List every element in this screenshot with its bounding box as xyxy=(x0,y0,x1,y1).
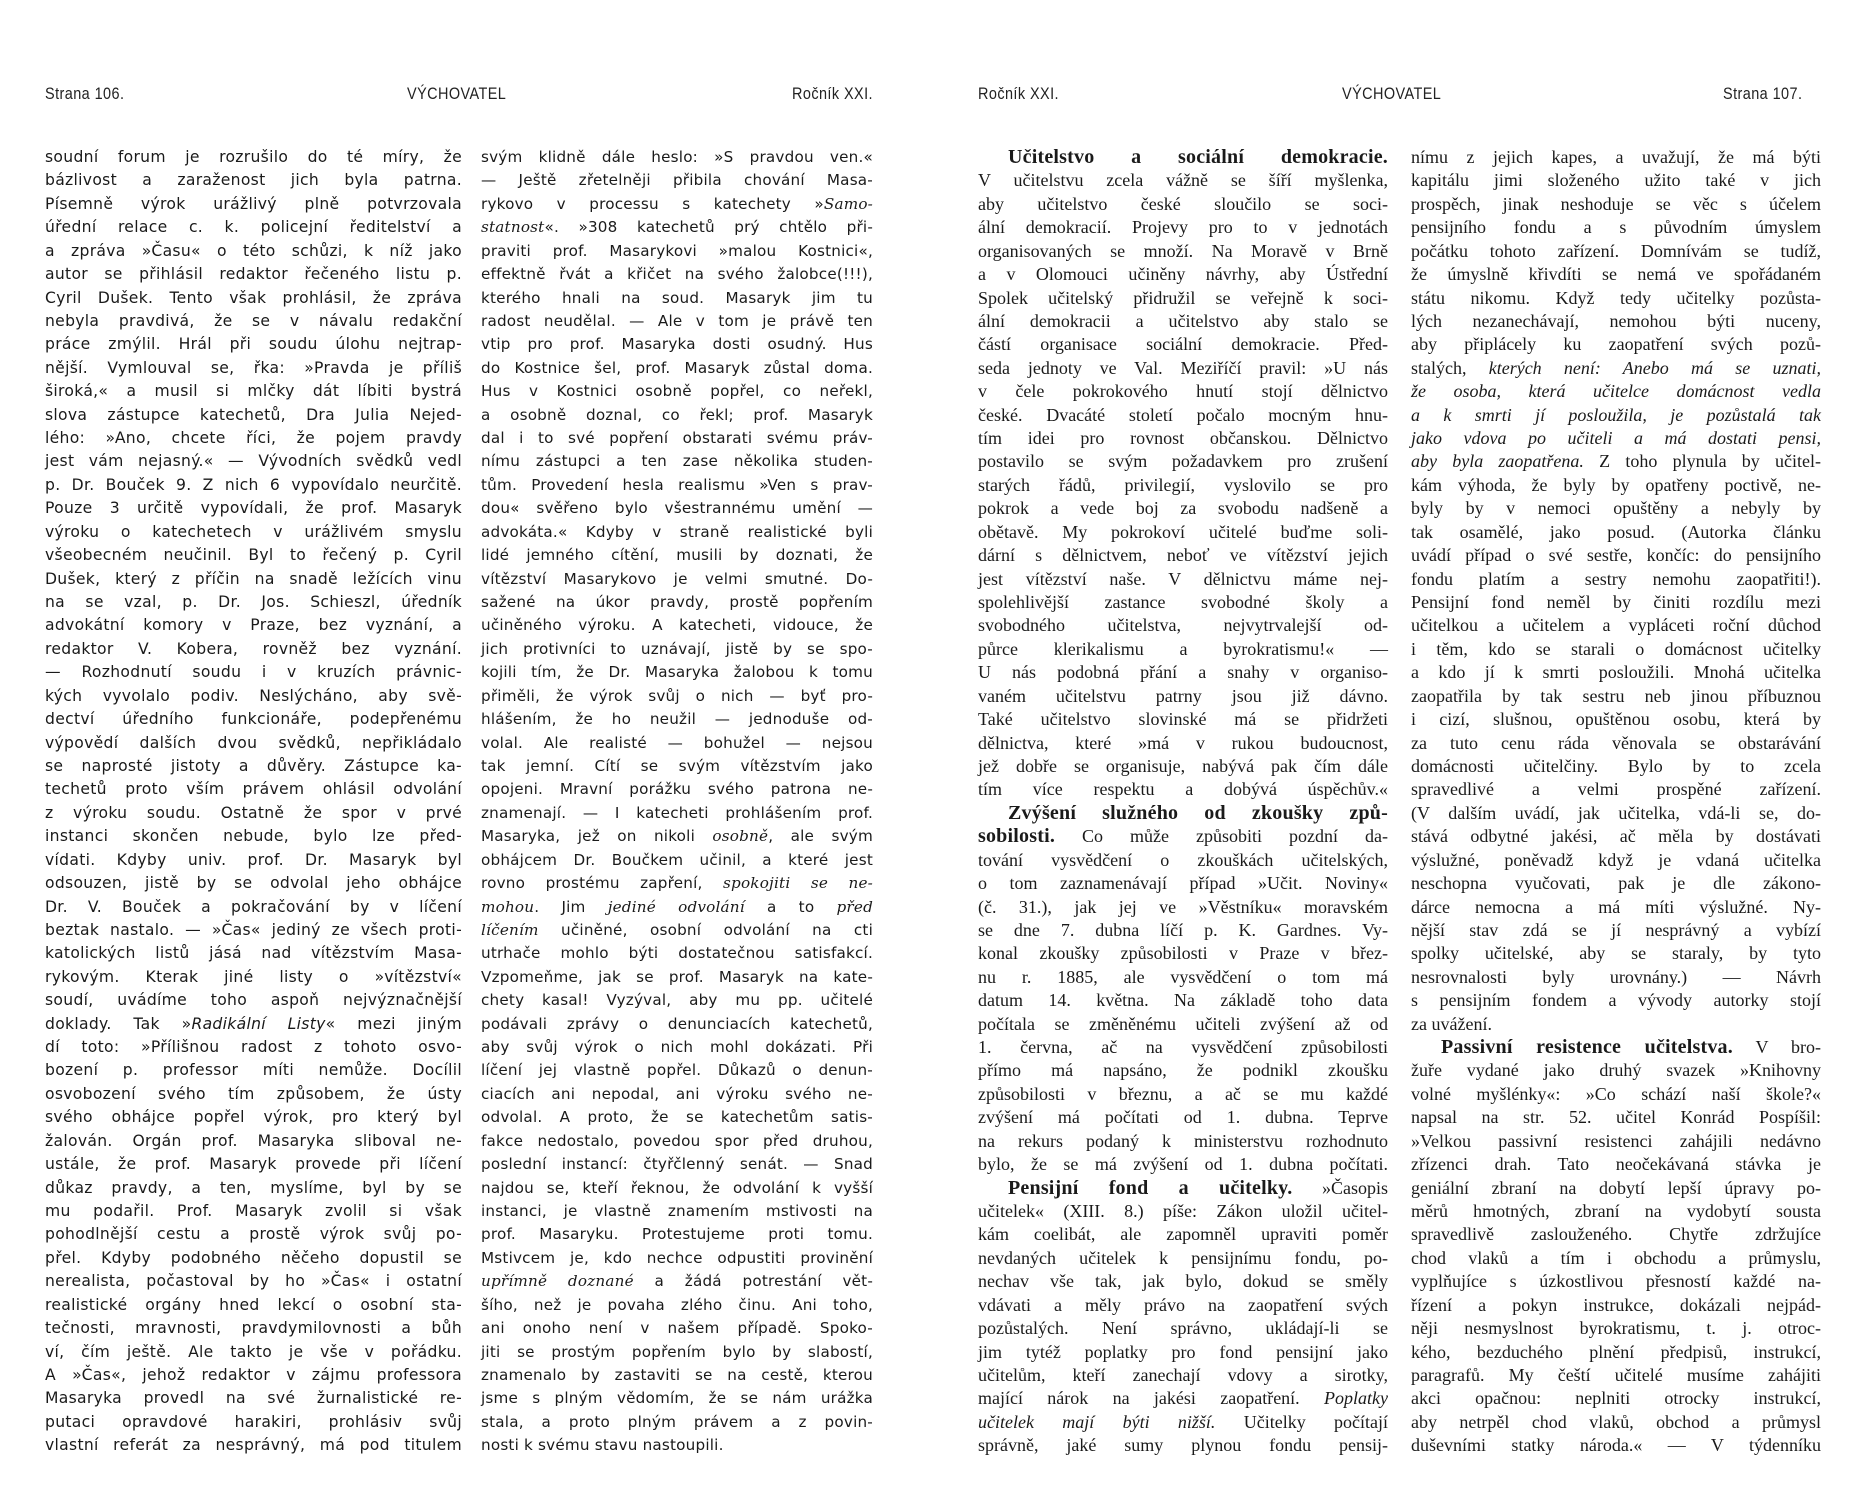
text-line xyxy=(978,1177,1388,1200)
text-line: něji nesmyslnost byrokratismu, t. j. otroc- xyxy=(1411,1318,1821,1339)
text-line: 1. června, ač na vysvědčení způsobilosti xyxy=(978,1037,1388,1058)
text-line: prospěch, jinak neshoduje se věc s účelem xyxy=(1411,193,1821,214)
emphasized-text: a k smrti jí posloužila, je pozůstalá tak xyxy=(1411,404,1821,425)
text-line: v čele pokrokového hnutí stojí dělnictvo xyxy=(978,381,1388,402)
text-line: správně, jaké sumy plynou fondu pensij- xyxy=(978,1435,1388,1456)
text-line: i cizí, slušnou, opuštěnou osobu, která by xyxy=(1411,709,1821,730)
text-line: soudní forum je rozrušilo do té míry, že xyxy=(45,148,462,166)
text-line: geniální zbraní na dobytí lepší úpravy po- xyxy=(1411,1177,1821,1198)
text-line: osvobození svého tím způsobem, že ústy xyxy=(45,1084,462,1103)
text-line: Cyril Dušek. Tento však prohlásil, že zpráva xyxy=(45,288,462,307)
text-line: nímu zástupci a ten zase několika studen- xyxy=(481,452,873,471)
text-line: instanci skončen nebude, bylo lze před- xyxy=(45,827,462,846)
text-line: s pensijním fondem a vývody autorky stojí xyxy=(1411,990,1821,1011)
text-line: seda jednoty ve Val. Meziříčí pravil: »U nás xyxy=(978,357,1388,378)
text-line xyxy=(481,896,873,919)
text-run: rovno prostému zapření, xyxy=(481,874,724,893)
text-run: Z toho plynula by učitel- xyxy=(1583,451,1821,472)
text-line xyxy=(481,1434,873,1457)
text-line xyxy=(1411,450,1821,473)
text-line: a v Olomouci učiněny návrhy, aby Ústřední xyxy=(978,264,1388,285)
text-line xyxy=(481,825,873,848)
text-line xyxy=(978,1387,1388,1410)
text-line: obětavě. My pokrokoví učitelé buďme soli- xyxy=(978,521,1388,542)
text-line: zvýšení má počítati od 1. dubna. Teprve xyxy=(978,1107,1388,1128)
text-run: mající nárok na jakési zaopatření. xyxy=(978,1388,1325,1409)
left-page-column-1 xyxy=(45,146,462,1458)
text-line: kojili tím, že Dr. Masaryka žalobou k tomu xyxy=(481,663,873,682)
text-line xyxy=(978,146,1388,169)
text-line: stala, a proto plným právem a z povin- xyxy=(481,1412,873,1431)
text-line: postavilo se svým požadavkem pro zrušení xyxy=(978,451,1388,472)
emphasized-text: Radikální Listy xyxy=(191,1014,326,1033)
text-line: kého, bezduchého plnění předpisů, instrukcí, xyxy=(1411,1341,1821,1362)
right-volume: Ročník XXI. xyxy=(978,84,1059,103)
text-run: doklady. Tak » xyxy=(45,1014,192,1033)
text-run: . Jim xyxy=(534,897,608,916)
emphasized-text: líčením xyxy=(481,920,539,939)
text-line: jest vám nejasný.« — Vývodních svědků vedl xyxy=(45,452,462,471)
text-line: effektně řvát a křičet na svého žalobce(!!!), xyxy=(481,265,873,284)
text-line: Hus v Kostnici osobně popřel, co neřekl, xyxy=(481,382,873,401)
text-line: techetů proto vším právem ohlásil odvolání xyxy=(45,780,462,799)
text-line: volné myšlénky«: »Co schází naší škole?« xyxy=(1411,1083,1821,1104)
text-line: práce zmýlil. Hrál při soudu úlohu nejtrap- xyxy=(45,335,462,354)
emphasized-text: kterých není: Anebo má se uznati, xyxy=(1488,357,1821,378)
text-line: beztak nastalo. — »Čas« jediný ze všech proti- xyxy=(45,920,462,939)
text-run: « mezi jiným xyxy=(325,1014,463,1033)
text-line: lého: »Ano, chcete říci, že pojem pravdy xyxy=(45,429,462,448)
text-run: Co může způsobiti pozdní da- xyxy=(1055,826,1388,847)
right-page-column-2 xyxy=(1411,146,1821,1458)
text-line: líčení jej vlastně popřel. Důkazů o denun- xyxy=(481,1061,873,1080)
text-run: stalých, xyxy=(1411,357,1489,378)
text-line: i těm, kdo se starali o domácnost učitelky xyxy=(1411,638,1821,659)
text-line: akci opačnou: neplniti otrocky instrukcí, xyxy=(1411,1388,1821,1409)
text-line: nevdaných učitelek k pensijnímu fondu, po- xyxy=(978,1247,1388,1268)
text-line: kám výhoda, že byly by opatřeny poctivě, ne- xyxy=(1411,474,1821,495)
text-run: rykovo v processu s katechety » xyxy=(481,194,824,213)
text-line: znamenají. — I katecheti prohlášením prof. xyxy=(481,803,873,822)
emphasized-text: statnost xyxy=(481,218,545,237)
emphasized-text: Poplatky xyxy=(1324,1388,1388,1409)
text-line: byly by v nemoci opuštěny a nebyly by xyxy=(1411,498,1821,519)
text-line xyxy=(1411,404,1821,427)
text-run: , ale svým xyxy=(768,827,873,846)
text-line: pokrok a vede boj za svobodu nadšeně a xyxy=(978,498,1388,519)
text-line: ustále, že prof. Masaryk provede při líčení xyxy=(45,1155,462,1174)
text-line: dělnictva, které »má v rukou budoucnost, xyxy=(978,732,1388,753)
section-heading: Pensijní fond a učitelky. xyxy=(1008,1176,1293,1199)
text-line: prof. Masaryku. Protestujeme proti tomu. xyxy=(481,1225,873,1244)
text-line: A »Čas«, jehož redaktor v zájmu professora xyxy=(45,1365,462,1384)
text-line: dectví úředního funkcionáře, podepřenému xyxy=(45,710,462,729)
text-line: Dr. V. Bouček a pokračování by v líčení xyxy=(45,897,462,916)
right-page-number: Strana 107. xyxy=(1723,84,1803,103)
emphasized-text: aby byla zaopatřena. xyxy=(1411,451,1584,472)
text-line: na se vzal, p. Dr. Jos. Schieszl, úředník xyxy=(45,593,462,612)
text-line xyxy=(481,872,873,895)
text-line: na rekurs podaný k ministerstvu rozhodnuto xyxy=(978,1130,1388,1151)
text-line: učiněného výroku. A katecheti, vidouce, že xyxy=(481,616,873,635)
text-line: jiti se prostým popřením bylo by slabostí, xyxy=(481,1342,873,1361)
text-line: p. Dr. Bouček 9. Z nich 6 vypovídalo neurčitě. xyxy=(45,475,462,494)
text-line: důkaz pravdy, a ten, myslíme, byl by se xyxy=(45,1178,462,1197)
emphasized-text: jako vdova po učiteli a má dostati pensi, xyxy=(1411,428,1821,449)
text-line: zřízenci drah. Tato neočekávaná stávka je xyxy=(1411,1154,1821,1175)
text-line: vyplňujíce s úzkostlivou přesností každé na- xyxy=(1411,1271,1821,1292)
text-line: Mstivcem je, kdo nechce odpustiti provinění xyxy=(481,1248,873,1267)
text-line: rykovým. Kterak jiné listy o »vítězství« xyxy=(45,967,462,986)
left-volume: Ročník XXI. xyxy=(792,84,873,103)
text-line: — Rozhodnutí soudu i v kruzích právnic- xyxy=(45,663,462,682)
text-run: nosti k svému stavu nastoupili. xyxy=(481,1436,724,1455)
text-line xyxy=(1411,1013,1821,1036)
text-line: fakce nedostalo, povedou spor před druhou, xyxy=(481,1131,873,1150)
text-line: (V dalším uvádí, jak učitelka, vdá-li se, do- xyxy=(1411,802,1821,823)
text-line: najdou se, kteří řeknou, že odvolání k vyšší xyxy=(481,1178,873,1197)
text-line: Spolek učitelský přidružil se veřejně k soci- xyxy=(978,287,1388,308)
text-line: utrhače mohlo býti dostatečnou satisfakcí. xyxy=(481,944,873,963)
text-line: spravedlivé a velmi prospěné zařízení. xyxy=(1411,779,1821,800)
text-line: všeobecném neučinil. Byl to řečený p. Cyril xyxy=(45,546,462,565)
text-line: tím více respektu a dobývá úspěchův.« xyxy=(978,779,1388,800)
text-line: žuře vydané jako druhý svazek »Knihovny xyxy=(1411,1060,1821,1081)
text-line: Dušek, který z příčin na snadě ležících vinu xyxy=(45,569,462,588)
emphasized-text: že osoba, která učitelce domácnost vedla xyxy=(1411,381,1821,402)
text-line xyxy=(978,802,1388,825)
text-line: nerealista, počastoval by ho »Čas« i ostatní xyxy=(45,1272,462,1291)
emphasized-text: jediné odvolání xyxy=(607,897,745,916)
text-line xyxy=(1411,380,1821,403)
text-line: spravedlivě zaslouženého. Chytře zdržujíce xyxy=(1411,1224,1821,1245)
text-line: žalován. Orgán prof. Masaryka sliboval ne- xyxy=(45,1131,462,1150)
text-line: vtip pro prof. Masaryka dosti osudný. Hus xyxy=(481,335,873,354)
text-line: nesrovnalosti byly urovnány.) — Návrh xyxy=(1411,966,1821,987)
text-line: duševními statky národa.« — V týdenníku xyxy=(1411,1435,1821,1456)
text-line: a kdo jí k smrti posloužili. Mnohá učitelka xyxy=(1411,662,1821,683)
text-line xyxy=(1411,1036,1821,1059)
text-line: spolehlivější zastance svobodné školy a xyxy=(978,592,1388,613)
text-line: učitelek« (XIII. 8.) píše: Zákon uložil učitel- xyxy=(978,1200,1388,1221)
text-line: soudí, uvádíme toho aspoň nejvýznačnější xyxy=(45,991,462,1010)
text-line: fondu platím a sestry nemohu zaopatřiti!). xyxy=(1411,568,1821,589)
text-line: svobodného učitelstva, nejvytrvalejší od- xyxy=(978,615,1388,636)
text-line: jsme s plným vědomím, že se nám urážka xyxy=(481,1389,873,1408)
text-line: dou« svěřeno bylo všestrannému umění — xyxy=(481,499,873,518)
text-line xyxy=(45,1013,462,1036)
text-line: opojeni. Mravní porážku svého patrona ne- xyxy=(481,780,873,799)
text-line: konal zkoušky způsobilosti v Praze v břez- xyxy=(978,943,1388,964)
text-line: paragrafů. My čeští učitelé musíme zahájiti xyxy=(1411,1364,1821,1385)
text-line: pozůstalých. Není správno, ukládají-li se xyxy=(978,1318,1388,1339)
text-line: a osobně doznal, co řekl; prof. Masaryk xyxy=(481,405,873,424)
text-line: a zpráva »Času« o této schůzi, k níž jako xyxy=(45,241,462,260)
text-line: slova zástupce katechetů, Dra Julia Nejed- xyxy=(45,405,462,424)
emphasized-text: před xyxy=(836,897,873,916)
section-heading: Passivní resistence učitelstva. xyxy=(1441,1036,1733,1059)
text-line: do Kostnice šel, prof. Masaryk zůstal doma. xyxy=(481,358,873,377)
text-line: instanci, je vlastně znamením mstivosti na xyxy=(481,1201,873,1220)
text-line: výroku o katechetech v urážlivém smyslu xyxy=(45,522,462,541)
text-run: za uvážení. xyxy=(1411,1013,1492,1034)
emphasized-text: učitelek mají býti nižší. xyxy=(978,1411,1216,1432)
text-line: Pensijní fond neměl by činiti rozdílu mezi xyxy=(1411,592,1821,613)
text-line: advokáta.« Kdyby v straně realistické byli xyxy=(481,522,873,541)
emphasized-text: spokojiti se ne- xyxy=(723,874,873,893)
text-line: V učitelstvu zcela vážně se šíří myšlenka, xyxy=(978,170,1388,191)
text-line: tím idei pro rovnost občanskou. Dělnictvo xyxy=(978,428,1388,449)
text-line: ví, čím ještě. Ale takto je vše v pořádku. xyxy=(45,1342,462,1361)
text-line: dární s dělnictvem, neboť ve vítězství jejich xyxy=(978,545,1388,566)
text-line: učitelům, kteří zanechají vdovy a sirotky, xyxy=(978,1364,1388,1385)
text-line: dal i to své popření obstarati svému práv- xyxy=(481,429,873,448)
text-line: široká,« a musil si mlčky dát líbiti bystrá xyxy=(45,382,462,401)
section-heading: Učitelstvo a sociální demokracie. xyxy=(1008,146,1388,168)
text-line: svým klidně dále heslo: »S pravdou ven.« xyxy=(481,148,873,166)
text-line xyxy=(1411,427,1821,450)
text-line: advokátní komory v Praze, bez vyznání, a xyxy=(45,616,462,635)
text-line: učitelkou a učitelem a vypláceti roční důchod xyxy=(1411,615,1821,636)
text-line: obhájcem Dr. Boučkem učinil, a které jest xyxy=(481,850,873,869)
text-line: nechav vše tak, jak bylo, dokud se směly xyxy=(978,1271,1388,1292)
text-line: že úmyslně křivdíti se nemá ve spořádaném xyxy=(1411,264,1821,285)
text-line: vídati. Kdyby univ. prof. Dr. Masaryk byl xyxy=(45,850,462,869)
text-line: »Velkou passivní resistenci zahájili nedávno xyxy=(1411,1130,1821,1151)
text-line: odsouzen, jistě by se odvolal jeho obhájce xyxy=(45,874,462,893)
text-line: realistické orgány hned lekcí o osobní sta- xyxy=(45,1295,462,1314)
text-line: odvolal. A proto, že se katechetům satis- xyxy=(481,1108,873,1127)
section-heading: sobilosti. xyxy=(978,825,1056,848)
text-line: aby připlácely ku zaopatření svých pozů- xyxy=(1411,334,1821,355)
emphasized-text: mohou xyxy=(481,897,535,916)
text-line: mu podařil. Prof. Masaryk zvolil si však xyxy=(45,1201,462,1220)
text-line: dí toto: »Přílišnou radost z tohoto osvo- xyxy=(45,1038,462,1057)
text-run: »Časopis xyxy=(1292,1177,1388,1198)
text-line: se naprosté jistoty a důvěry. Zástupce ka- xyxy=(45,756,462,775)
right-page-column-1 xyxy=(978,146,1388,1458)
text-line: jich protivníci to uznávají, jistě by se spo- xyxy=(481,639,873,658)
text-line: dárce nemocna a má míti výslužné. Ny- xyxy=(1411,896,1821,917)
text-run: učiněné, osobní odvolání na cti xyxy=(538,920,873,939)
text-line xyxy=(1411,357,1821,380)
text-line: řízení a pokyn instrukce, dokázali nejpád- xyxy=(1411,1294,1821,1315)
section-heading: Zvýšení služného od zkoušky způ- xyxy=(1008,801,1388,824)
text-line: tům. Provedení hesla realismu »Ven s prav- xyxy=(481,475,873,494)
emphasized-text: osobně xyxy=(712,827,769,846)
text-line: lidé jemného cítění, musili by doznati, že xyxy=(481,546,873,565)
left-journal-title: VÝCHOVATEL xyxy=(407,84,507,103)
text-line: autor se přihlásil redaktor řečeného listu p. xyxy=(45,265,462,284)
text-line: z výroku soudu. Ostatně že spor v prvé xyxy=(45,803,462,822)
text-line: o tom zaznamenávají případ »Učit. Noviny« xyxy=(978,873,1388,894)
text-line: ciacích ani nepodal, ani výroku svého ne- xyxy=(481,1084,873,1103)
text-line: kapitálu jimi složeného užito také v jich xyxy=(1411,170,1821,191)
text-line: aby netrpěl chod vlaků, obchod a průmysl xyxy=(1411,1411,1821,1432)
text-run: Učitelky počítají xyxy=(1215,1411,1388,1432)
text-line: datum 14. května. Na základě toho data xyxy=(978,990,1388,1011)
text-line: radost neudělal. — Ale v tom je právě ten xyxy=(481,311,873,330)
text-line: znamenalo by zastaviti se na cestě, kterou xyxy=(481,1365,873,1384)
text-line: měrů hmotných, zbraní na vydobytí sousta xyxy=(1411,1200,1821,1221)
text-line: jest vítězství naše. V dělnictvu máme nej- xyxy=(978,568,1388,589)
text-line: Také učitelstvo slovinské má se přidržeti xyxy=(978,709,1388,730)
text-line: kterého hnali na soud. Masaryk jim tu xyxy=(481,288,873,307)
text-run: V bro- xyxy=(1732,1037,1821,1058)
text-line: aby učitelstvo české sloučilo se soci- xyxy=(978,193,1388,214)
text-line: spolky učitelské, aby se staraly, by tyto xyxy=(1411,943,1821,964)
text-line: šího, než je povaha zlého činu. Ani toho, xyxy=(481,1295,873,1314)
text-line: starých řádů, privilegií, vyslovilo se pro xyxy=(978,474,1388,495)
text-line: putaci opravdové harakiri, prohlásiv svůj xyxy=(45,1412,462,1431)
text-line: Pouze 3 určitě vypovídali, že prof. Masaryk xyxy=(45,499,462,518)
text-line: organisovaných se množí. Na Moravě v Brně xyxy=(978,240,1388,261)
text-line: kám coelibát, ale zapomněl upraviti poměr xyxy=(978,1224,1388,1245)
text-line: kých vyvolalo podiv. Neslýcháno, aby svě- xyxy=(45,686,462,705)
text-line: ani onoho není v našem případě. Spoko- xyxy=(481,1319,873,1338)
text-line: domácnosti učitelčiny. Bylo by to zcela xyxy=(1411,755,1821,776)
text-line: vdávati a měly právo na zaopatření svých xyxy=(978,1294,1388,1315)
text-line: uvádí případ o své sestře, končíc: do pensijního xyxy=(1411,545,1821,566)
text-line: ální demokracií. Projevy pro to v jednotách xyxy=(978,217,1388,238)
text-line xyxy=(481,216,873,239)
text-line: půrce klerikalismu a byrokratismu!« — xyxy=(978,638,1388,659)
text-line: jež dobře se organisuje, nabývá pak čím dále xyxy=(978,755,1388,776)
text-line xyxy=(481,919,873,942)
right-journal-title: VÝCHOVATEL xyxy=(1342,84,1442,103)
text-line: tak jemní. Cítí se svým vítězstvím jako xyxy=(481,756,873,775)
text-line: U nás podobná přání a snahy v organiso- xyxy=(978,662,1388,683)
text-line: pensijního fondu a s původním úmyslem xyxy=(1411,217,1821,238)
text-line: redaktor V. Kobera, rovněž bez vyznání. xyxy=(45,639,462,658)
text-line xyxy=(481,193,873,216)
text-line xyxy=(978,1411,1388,1434)
text-line: Vzpomeňme, jak se prof. Masaryk na kate- xyxy=(481,967,873,986)
text-line: bylo, že se má zvýšení od 1. dubna počítati. xyxy=(978,1154,1388,1175)
text-line: Masaryka provedl na své žurnalistické re- xyxy=(45,1389,462,1408)
text-run: «. »308 katechetů prý chtělo při- xyxy=(544,218,873,237)
text-line: lých nezanechávají, nemohou býti nuceny, xyxy=(1411,310,1821,331)
text-line: vítězství Masarykovo je velmi smutné. Do- xyxy=(481,569,873,588)
text-line: svého obhájce popřel výrok, pro který byl xyxy=(45,1108,462,1127)
text-line: chety kasal! Vyzýval, aby mu pp. učitelé xyxy=(481,991,873,1010)
text-line: (č. 31.), jak jej ve »Věstníku« moravském xyxy=(978,896,1388,917)
text-line: nu r. 1885, ale vysvědčení o tom má xyxy=(978,966,1388,987)
text-line: počátku tohoto zařízení. Domnívám se tudíž, xyxy=(1411,240,1821,261)
text-run: a to xyxy=(744,897,837,916)
emphasized-text: Samo- xyxy=(823,194,873,213)
left-page-column-2 xyxy=(481,146,873,1458)
text-line: praviti prof. Masarykovi »malou Kostnici«, xyxy=(481,241,873,260)
text-line: počítala se změněnému učiteli zvýšení až od xyxy=(978,1013,1388,1034)
text-line: volal. Ale realisté — bohužel — nejsou xyxy=(481,733,873,752)
text-run: a žádá potrestání vět- xyxy=(633,1272,874,1291)
text-line: ální demokracii a učitelstvo aby stalo se xyxy=(978,310,1388,331)
text-line: se dne 7. dubna líčí p. K. Gardnes. Vy- xyxy=(978,919,1388,940)
text-line: poslední instancí: čtyřčlenný senát. — Snad xyxy=(481,1155,873,1174)
text-line: Písemně výrok urážlivý plně potvrzovala xyxy=(45,194,462,213)
text-run: Masaryka, jež on nikoli xyxy=(481,827,713,846)
text-line: výpovědí dalších dvou svědků, nepřikládalo xyxy=(45,733,462,752)
text-line: úřední relace c. k. policejní ředitelství a xyxy=(45,218,462,237)
text-line: přiměli, že výrok svůj o nich — byť pro- xyxy=(481,686,873,705)
text-line: neschopna vyučovati, pak je dle zákono- xyxy=(1411,873,1821,894)
text-line: sažené na úkor pravdy, prostě popřením xyxy=(481,593,873,612)
text-line: jim tytéž poplatky pro fond pensijní jako xyxy=(978,1341,1388,1362)
text-line: bázlivost a zaraženost jich byla patrna. xyxy=(45,171,462,190)
emphasized-text: upřímně doznané xyxy=(481,1272,634,1291)
text-line: bození p. professor míti nemůže. Docílil xyxy=(45,1061,462,1080)
text-line: částí organisace sociální demokracie. Před- xyxy=(978,334,1388,355)
left-page-number: Strana 106. xyxy=(45,84,125,103)
text-line: nímu z jejich kapes, a uvažují, že má býti xyxy=(1411,147,1821,167)
text-line: napsal na str. 52. učitel Konrád Pospíšil: xyxy=(1411,1107,1821,1128)
text-line: podávali zprávy o denunciacích katechetů, xyxy=(481,1014,873,1033)
text-line: pohodlnější cestu a prostě výrok svůj po- xyxy=(45,1225,462,1244)
text-line: státu nikomu. Když tedy učitelky pozůsta- xyxy=(1411,287,1821,308)
text-line: — Ještě zřetelněji přibila chování Masa- xyxy=(481,171,873,190)
text-line: vaném učitelstvu patrny jsou již dávno. xyxy=(978,685,1388,706)
text-line: stává odbytné jakési, ač měla by dostávati xyxy=(1411,826,1821,847)
text-line: tování vysvědčení o zkouškách učitelských, xyxy=(978,849,1388,870)
text-line: výslužné, poněvadž když je vdaná učitelka xyxy=(1411,849,1821,870)
text-line: zaopatřila by tak sestru neb jinou příbuznou xyxy=(1411,685,1821,706)
text-line xyxy=(481,1270,873,1293)
text-line: hlášením, že ho neužil — jednoduše od- xyxy=(481,710,873,729)
text-line: přímo má napsáno, že podnikl zkoušku xyxy=(978,1060,1388,1081)
text-line: přel. Kdyby podobného něčeho dopustil se xyxy=(45,1248,462,1267)
text-line xyxy=(978,825,1388,848)
text-line: za tuto cenu ráda věnovala se obstarávání xyxy=(1411,732,1821,753)
text-line: tečnosti, mravnosti, pravdymilovnosti a bůh xyxy=(45,1319,462,1338)
text-line: katolických listů jásá nad vítězstvím Masa- xyxy=(45,944,462,963)
text-line: aby svůj výrok o nich mohl dokázati. Při xyxy=(481,1038,873,1057)
text-line: tak osamělé, jako posud. (Autorka článku xyxy=(1411,521,1821,542)
text-line: nebyla pravdivá, že se v návalu redakční xyxy=(45,311,462,330)
text-line: způsobilosti v březnu, a ač se mu každé xyxy=(978,1083,1388,1104)
text-line: chod vlaků a tím i obchodu a průmyslu, xyxy=(1411,1247,1821,1268)
text-line: vlastní referát za nesprávný, má pod titulem xyxy=(45,1436,462,1455)
text-line: nější. Vymlouval se, řka: »Pravda je příliš xyxy=(45,358,462,377)
text-line: nější stav zdá se jí nesprávný a vybízí xyxy=(1411,919,1821,940)
text-line: české. Dvacáté století počalo mocným hnu- xyxy=(978,404,1388,425)
